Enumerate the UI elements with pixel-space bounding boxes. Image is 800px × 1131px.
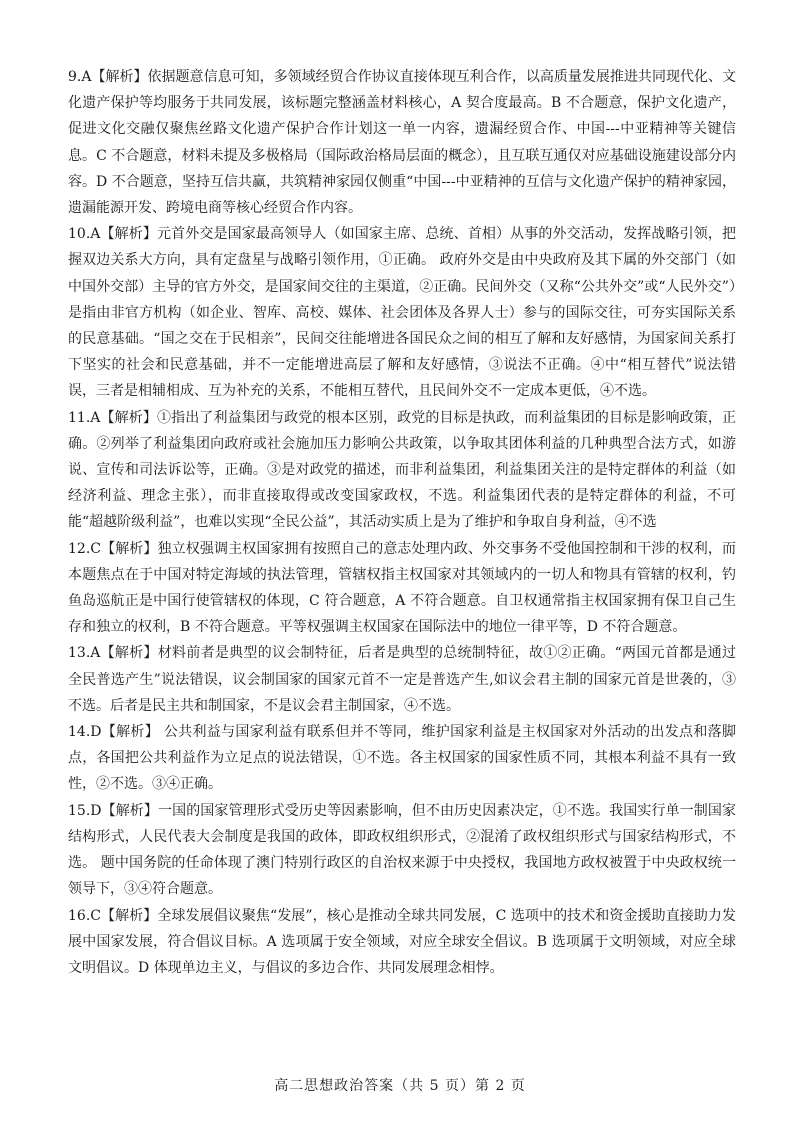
page-footer: 高二思想政治答案（共 5 页）第 2 页 bbox=[274, 1078, 526, 1094]
answer-12: 12.C【解析】独立权强调主权国家拥有按照自己的意志处理内政、外交事务不受他国控制和干涉的权利，而本题焦点在于中国对特定海域的执法管理，管辖权指主权国家对其领域内的一切人和物具有管辖的权利，钓鱼岛巡航正是中国行使管辖权的体现，C 符合题意，A 不符合题意。自卫权通常指主权国家拥有保卫自己生存和独立的权利，B 不符合题意。平等权强调主权国家在国际法中的地位一律平等，D 不符合题意。 bbox=[68, 540, 736, 636]
answer-9: 9.A【解析】依据题意信息可知，多领域经贸合作协议直接体现互利合作，以高质量发展推进共同现代化、文化遗产保护等均服务于共同发展，该标题完整涵盖材料核心，A 契合度最高。B 不合题意，保护文化遗产，促进文化交融仅聚焦丝路文化遗产保护合作计划这一单一内容，遗漏经贸合作、中国---中亚精神等关键信息。C 不合题意，材料未提及多极格局（国际政治格局层面的概念），且互联互通仅对应基础设施建设部分内容。D 不合题意，坚持互信共赢，共筑精神家园仅侧重“中国---中亚精神的互信与文化遗产保护的精神家园，遗漏能源开发、跨境电商等核心经贸合作内容。 bbox=[68, 69, 736, 217]
answer-sheet bbox=[68, 64, 736, 981]
answer-10: 10.A【解析】元首外交是国家最高领导人（如国家主席、总统、首相）从事的外交活动，发挥战略引领，把握双边关系大方向，具有定盘星与战略引领作用，①正确。 政府外交是由中央政府及其下属的外交部门（如中国外交部）主导的官方外交，是国家间交往的主渠道，②正确。民间外交（又称“公共外交”或“人民外交”）是指由非官方机构（如企业、智库、高校、媒体、社会团体及各界人士）参与的国际交往，可夯实国际关系的民意基础。“国之交在于民相亲”，民间交往能增进各国民众之间的相互了解和友好感情，为国家间关系打下坚实的社会和民意基础，并不一定能增进高层了解和友好感情，③说法不正确。④中“相互替代”说法错误，三者是相辅相成、互为补充的关系，不能相互替代，且民间外交不一定成本更低，④不选。 bbox=[68, 226, 736, 400]
answer-11: 11.A【解析】①指出了利益集团与政党的根本区别，政党的目标是执政，而利益集团的目标是影响政策，正确。②列举了利益集团向政府或社会施加压力影响公共政策，以争取其团体利益的几种典型合法方式，如游说、宣传和司法诉讼等，正确。③是对政党的描述，而非利益集团，利益集团关注的是特定群体的利益（如经济利益、理念主张），而非直接取得或改变国家政权，不选。利益集团代表的是特定群体的利益，不可能“超越阶级利益”，也难以实现“全民公益”，其活动实质上是为了维护和争取自身利益，④不选 bbox=[68, 409, 736, 531]
answer-15: 15.D【解析】一国的国家管理形式受历史等因素影响，但不由历史因素决定，①不选。我国实行单一制国家结构形式，人民代表大会制度是我国的政体，即政权组织形式，②混淆了政权组织形式与国家结构形式，不选。 题中国务院的任命体现了澳门特别行政区的自治权来源于中央授权，我国地方政权被置于中央政权统一领导下，③④符合题意。 bbox=[68, 802, 736, 898]
answer-14: 14.D【解析】 公共利益与国家利益有联系但并不等同，维护国家利益是主权国家对外活动的出发点和落脚点，各国把公共利益作为立足点的说法错误，①不选。各主权国家的国家性质不同，其根本利益不具有一致性，②不选。③④正确。 bbox=[68, 724, 736, 793]
answer-16: 16.C【解析】全球发展倡议聚焦“发展”，核心是推动全球共同发展，C 选项中的技术和资金援助直接助力发展中国家发展，符合倡议目标。A 选项属于安全领域，对应全球安全倡议。B 选项属于文明领域，对应全球文明倡议。D 体现单边主义，与倡议的多边合作、共同发展理念相悖。 bbox=[68, 907, 736, 976]
answer-13: 13.A【解析】材料前者是典型的议会制特征，后者是典型的总统制特征，故①②正确。“两国元首都是通过全民普选产生”说法错误，议会制国家的国家元首不一定是普选产生,如议会君主制的国家元首是世袭的，③不选。后者是民主共和制国家，不是议会君主制国家，④不选。 bbox=[68, 645, 736, 714]
